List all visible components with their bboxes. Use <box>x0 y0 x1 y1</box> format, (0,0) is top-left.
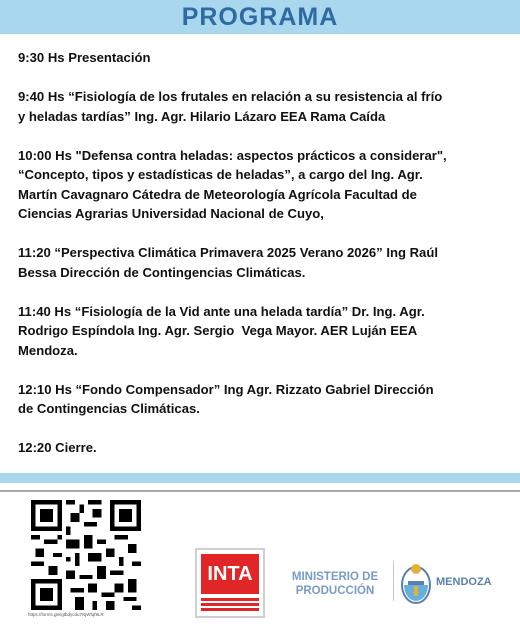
mendoza-shield-icon <box>399 559 433 607</box>
qr-url-text: https://forms.gle/gtbdycdu7NjWfqf9LR <box>28 612 104 617</box>
mendoza-label: MENDOZA <box>436 576 492 588</box>
program-header <box>0 0 520 34</box>
program-item: 11:40 Hs “Fisiología de la Vid ante una helada tardía” Dr. Ing. Agr. Rodrigo Espíndola Ing. Agr. Sergio Vega Mayor. AER Luján EEA Mendoza. <box>18 303 425 358</box>
footer-divider <box>0 490 520 492</box>
bottom-accent-bar <box>0 473 520 483</box>
qr-code-icon <box>30 500 142 610</box>
program-item: 9:40 Hs “Fisiología de los frutales en relación a su resistencia al frío y heladas tardías” Ing. Agr. Hilario Lázaro EEA Rama Caída <box>18 89 443 124</box>
page-title: PROGRAMA <box>181 2 339 31</box>
inta-logo-box <box>201 554 259 594</box>
program-item: 9:30 Hs Presentación <box>18 50 151 65</box>
inta-logo-text: INTA <box>207 562 253 585</box>
qr-code[interactable] <box>30 500 142 610</box>
ministerio-line-2: PRODUCCIÓN <box>295 585 375 597</box>
ministerio-logo <box>280 570 390 598</box>
program-item: 12:20 Cierre. <box>18 440 97 455</box>
program-item: 12:10 Hs “Fondo Compensador” Ing Agr. Rizzato Gabriel Dirección de Contingencias Climáticas. <box>18 381 434 416</box>
inta-logo-stripes <box>201 598 259 612</box>
ministerio-line-1: MINISTERIO DE <box>291 571 379 583</box>
program-item: 10:00 Hs "Defensa contra heladas: aspectos prácticos a considerar", “Concepto, tipos y estadísticas de heladas”, a cargo del Ing. Agr. Martín Cavagnaro Cátedra de Meteorología Agrícola Facultad de Ciencias Agrarias Universidad Nacional de Cuyo, <box>18 147 447 221</box>
logo-divider <box>393 561 394 601</box>
program-list <box>18 48 513 477</box>
inta-logo <box>195 548 265 618</box>
program-item: 11:20 “Perspectiva Climática Primavera 2025 Verano 2026” Ing Raúl Bessa Dirección de Contingencias Climáticas. <box>18 245 438 280</box>
